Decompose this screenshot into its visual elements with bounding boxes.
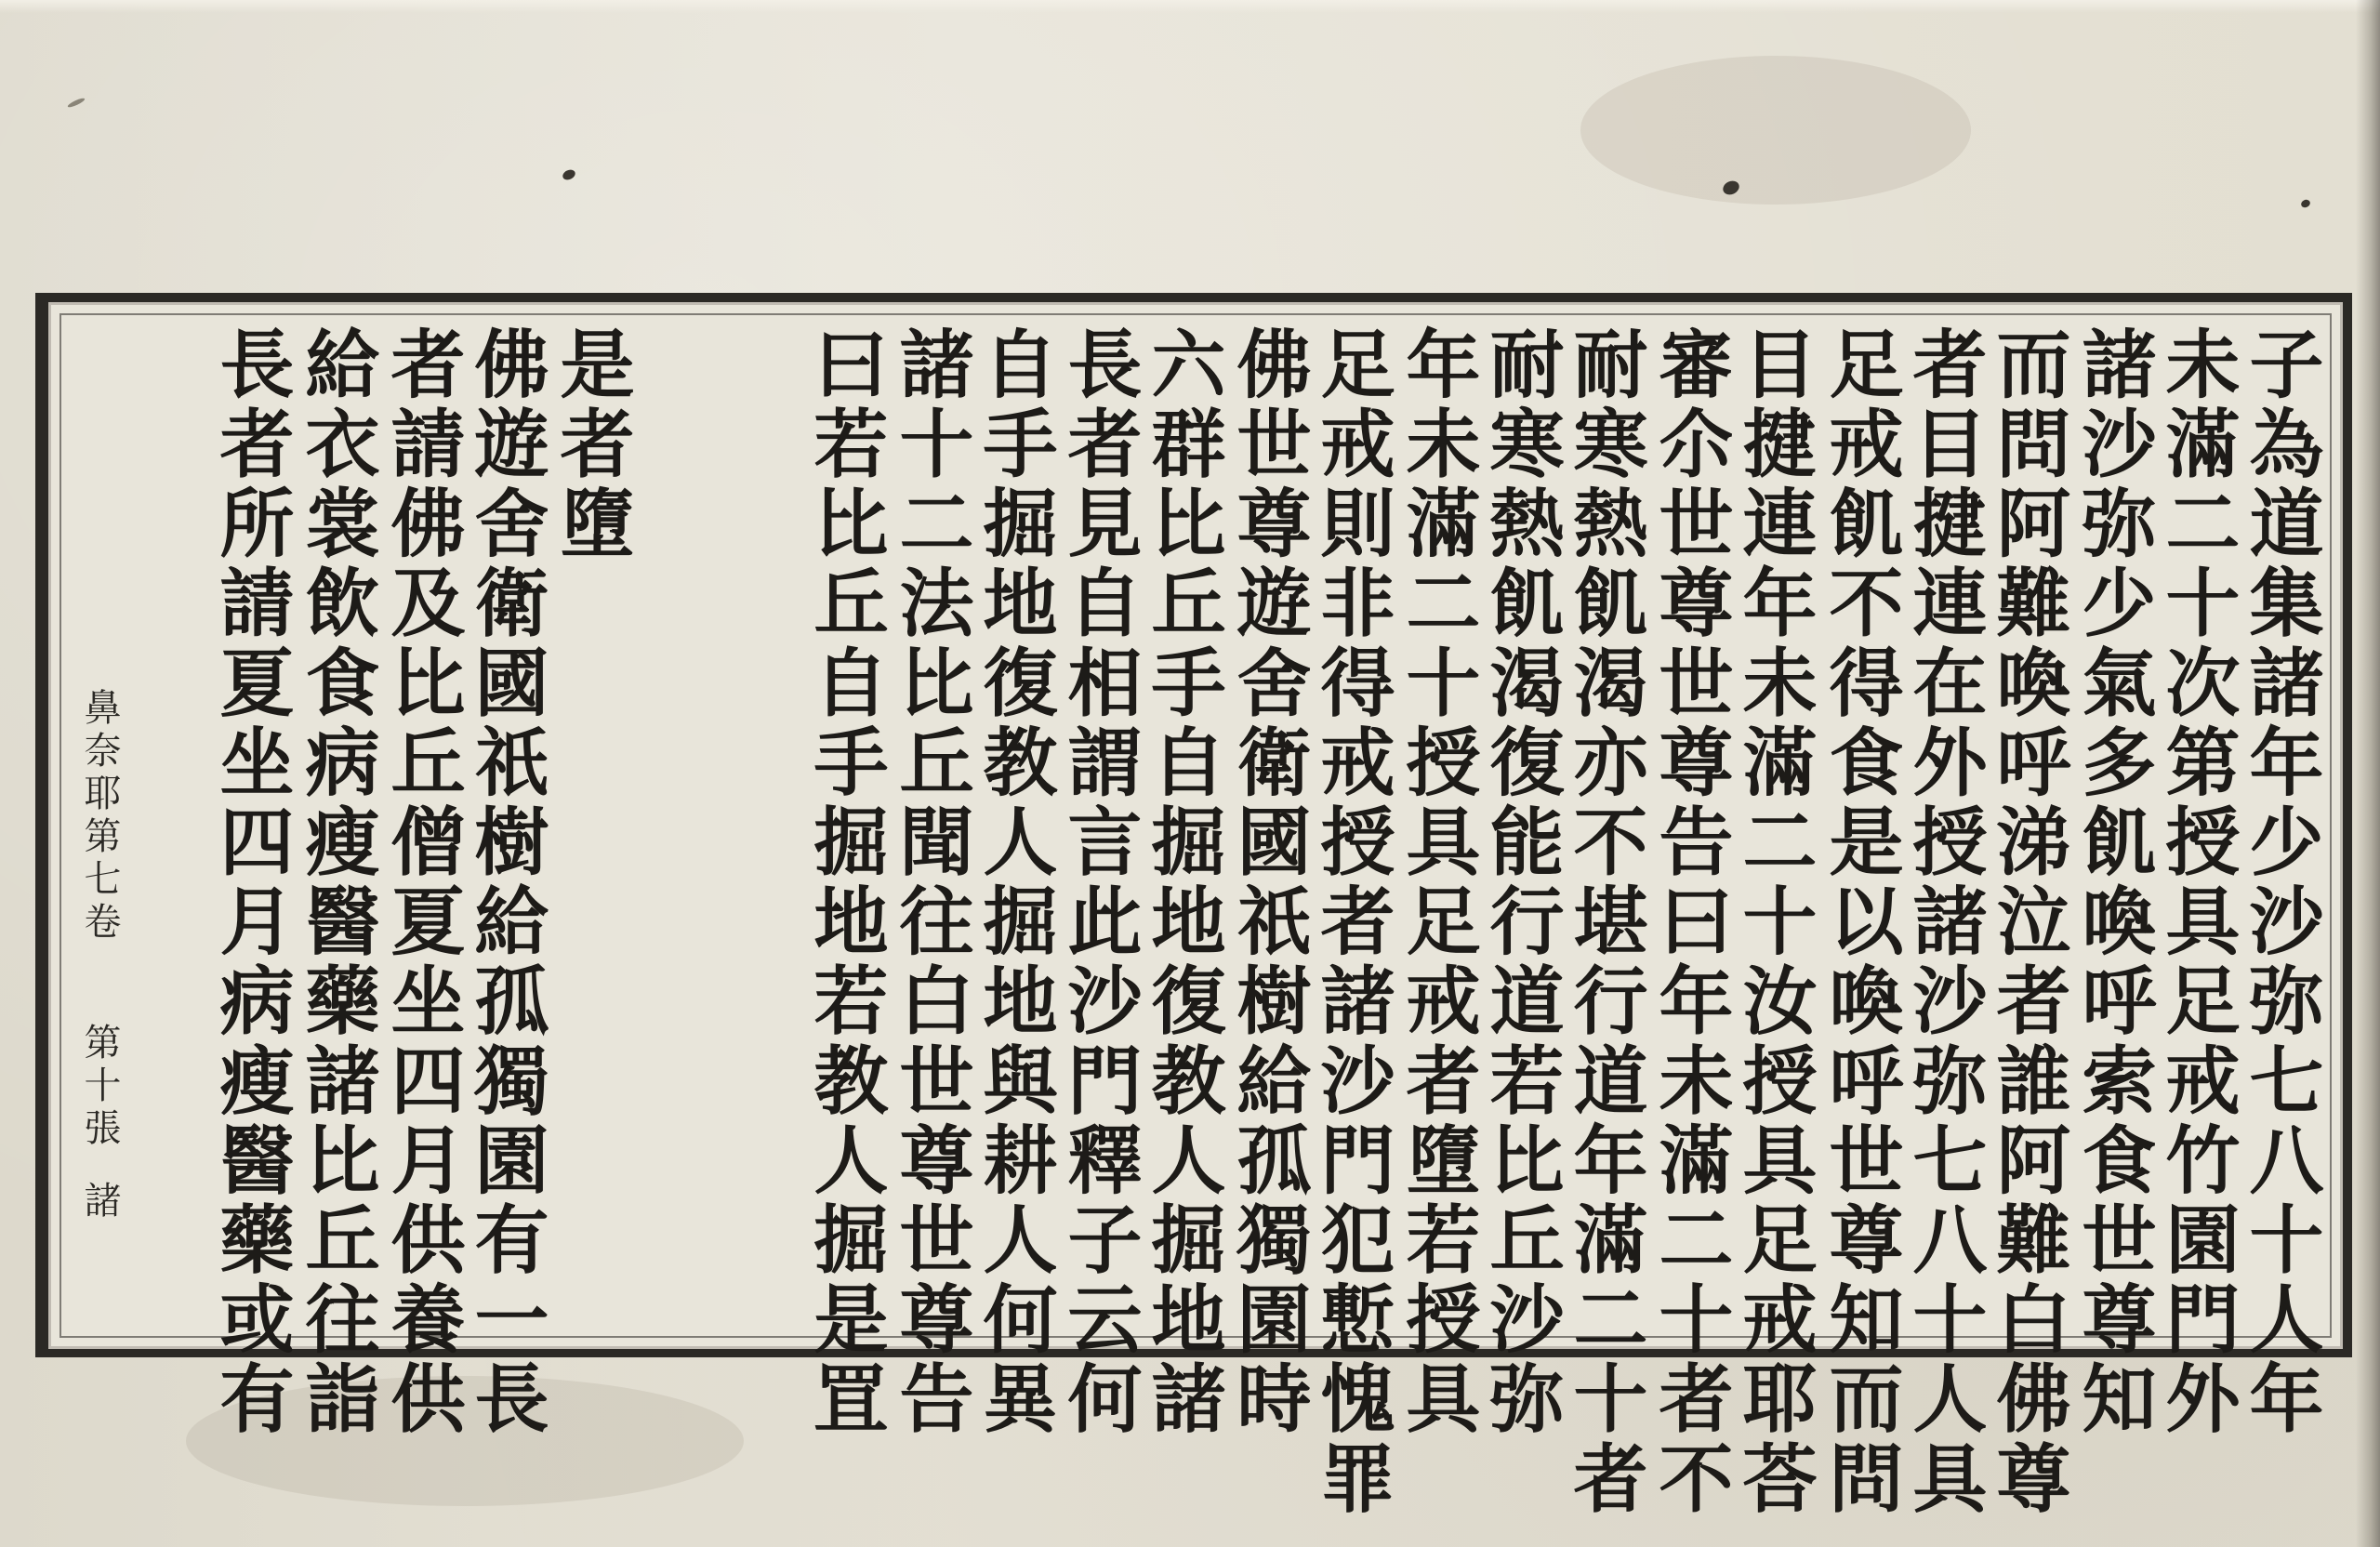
text-column-14: 六群比丘手自掘地復教人掘地諸 [1139,325,1226,1440]
text-column-6: 足戒飢不得食是以喚呼世尊知而問 [1817,325,1904,1519]
text-column-13: 佛世尊遊舍衛國祇樹給孤獨園時 [1224,325,1312,1440]
text-column-15: 長者見自相謂言此沙門釋子云何 [1055,325,1143,1440]
text-column-3: 諸沙弥少氣多飢喚呼索食世尊知 [2069,325,2157,1440]
text-column-4: 而問阿難喚呼涕泣者誰阿難白佛尊 [1984,325,2071,1519]
ink-speck [67,97,86,109]
text-column-20: 佛遊舍衛國祇樹給孤獨園有一長 [462,325,549,1440]
text-column-19: 是者墮 [548,325,635,564]
binding-shadow [2356,0,2380,1547]
text-column-7: 目揵連年未滿二十汝授具足戒耶荅 [1730,325,1818,1519]
margin-mark: 諸 [78,1181,121,1223]
text-column-22: 給衣裳飲食病瘦醫藥諸比丘往詣 [293,325,380,1440]
text-column-12: 足戒則非得戒授者諸沙門犯慙愧罪 [1308,325,1395,1519]
text-column-5: 者目揵連在外授諸沙弥七八十人具 [1900,325,1988,1519]
text-column-9: 耐寒熱飢渴亦不堪行道年滿二十者 [1561,325,1648,1519]
margin-leaf-number: 第十張 [78,1023,121,1151]
text-column-21: 者請佛及比丘僧夏坐四月供養供 [378,325,466,1440]
ink-speck [562,168,577,182]
text-column-18: 曰若比丘自手掘地若教人掘是罝 [801,325,889,1440]
margin-title: 鼻奈耶第七卷 [78,688,121,945]
text-column-17: 諸十二法比丘聞往白世尊世尊告 [887,325,974,1440]
text-column-1: 子為道集諸年少沙弥七八十人年 [2237,325,2324,1440]
text-column-2: 未滿二十次第授具足戒竹園門外 [2153,325,2241,1440]
text-column-10: 耐寒熱飢渴復能行道若比丘沙弥 [1477,325,1565,1440]
page-top-edge [0,0,2380,13]
text-column-16: 自手掘地復教人掘地與耕人何異 [971,325,1058,1440]
ink-speck [2300,198,2311,208]
text-column-23: 長者所請夏坐四月病瘦醫藥或有 [207,325,295,1440]
text-column-8: 審尒世尊世尊告曰年未滿二十者不 [1646,325,1734,1519]
paper-stain [1580,56,1971,205]
text-column-11: 年未滿二十授具足戒者墮若授具 [1394,325,1481,1440]
